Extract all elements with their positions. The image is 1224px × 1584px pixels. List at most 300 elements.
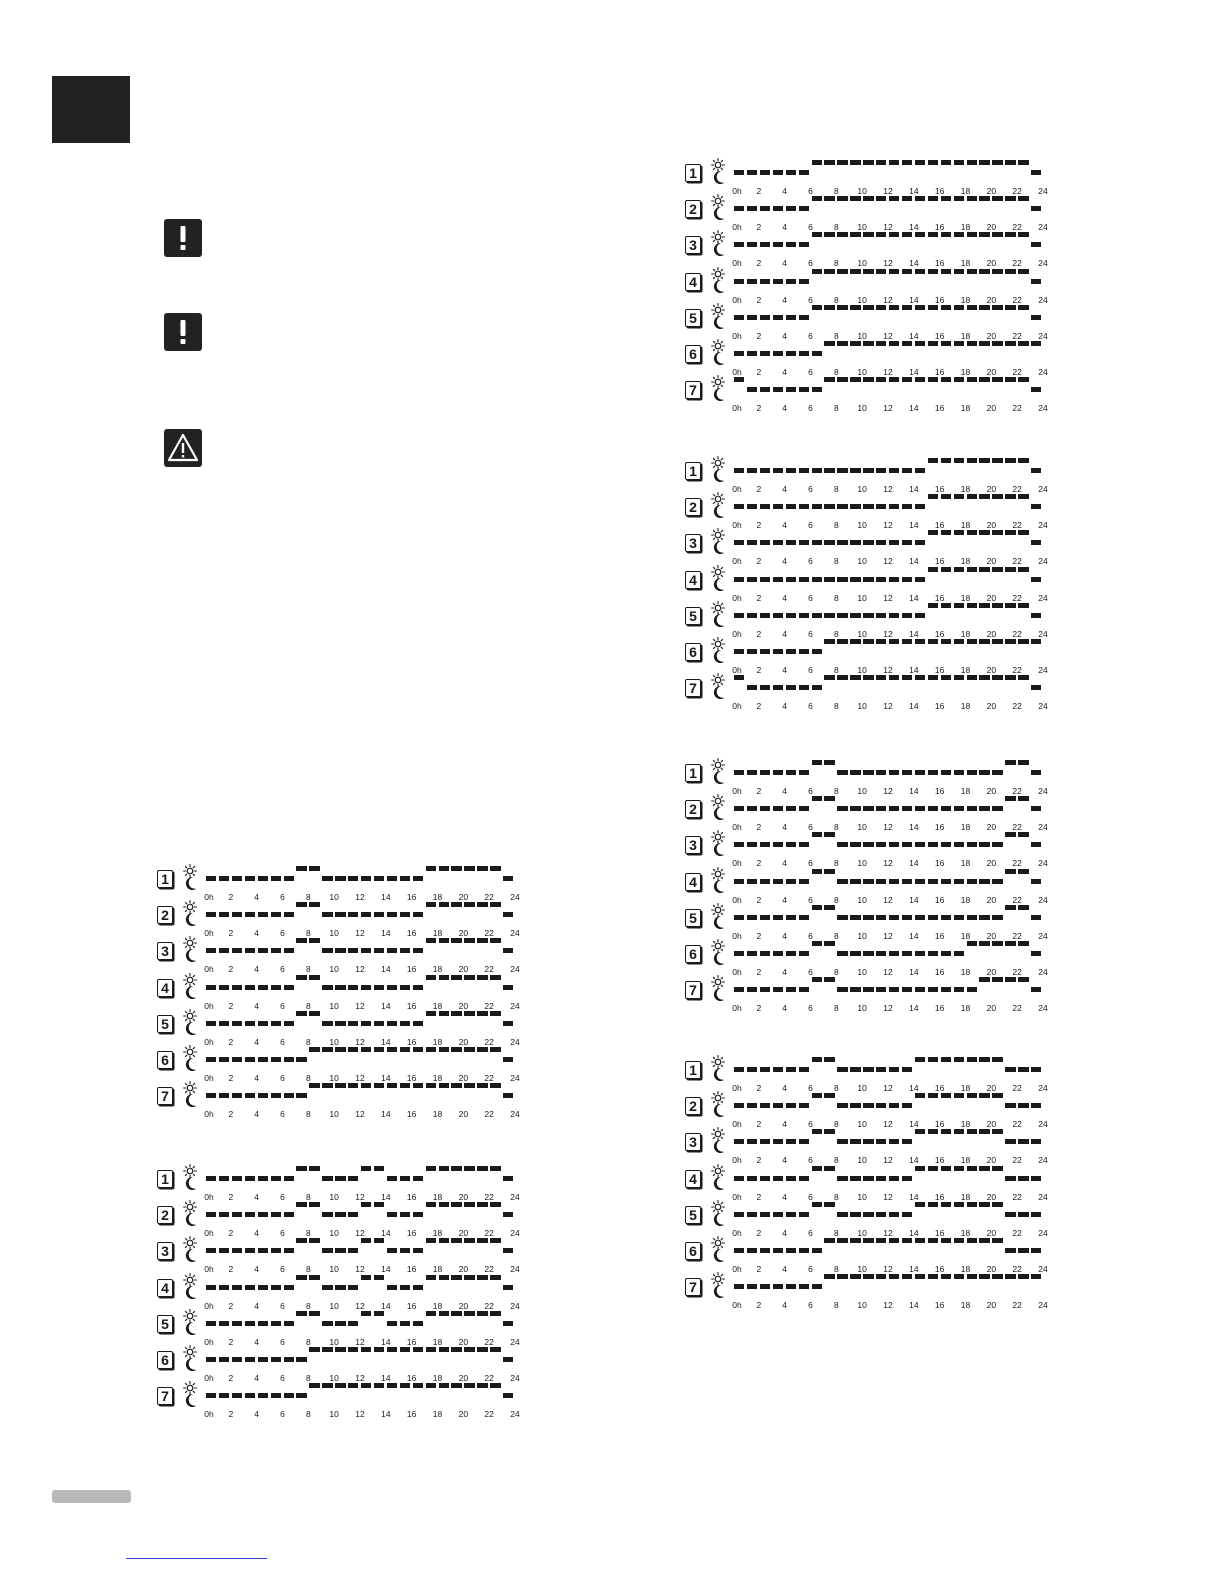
comfort-segment	[490, 1238, 500, 1243]
eco-segment	[400, 1212, 410, 1217]
moon-icon	[712, 1139, 725, 1154]
comfort-segment	[824, 639, 834, 644]
hour-label: 8	[305, 1072, 311, 1083]
hour-label: 8	[305, 1372, 311, 1383]
eco-segment	[889, 613, 899, 618]
hour-label: 24	[1038, 786, 1048, 796]
eco-segment	[206, 1321, 216, 1326]
eco-segment	[271, 1021, 281, 1026]
eco-segment	[799, 806, 809, 811]
hour-label: 2	[756, 664, 762, 675]
eco-segment	[271, 985, 281, 990]
footer-link-underline[interactable]	[126, 1558, 267, 1559]
eco-segment	[889, 577, 899, 582]
eco-segment	[206, 1393, 216, 1398]
hour-label: 20	[986, 520, 997, 531]
comfort-segment	[824, 341, 834, 346]
eco-segment	[400, 948, 410, 953]
hour-label: 4	[782, 484, 788, 494]
hour-label: 0h	[732, 484, 742, 494]
comfort-segment	[322, 1083, 332, 1088]
comfort-segment	[824, 1166, 834, 1171]
hour-label: 6	[808, 1191, 813, 1202]
eco-segment	[374, 1021, 384, 1026]
hour-label: 8	[833, 786, 839, 796]
hour-label: 4	[782, 1155, 788, 1166]
hour-label: 12	[355, 1036, 365, 1047]
hour-label: 2	[756, 186, 762, 196]
hour-label: 14	[381, 1000, 391, 1011]
hour-label: 14	[909, 894, 919, 905]
eco-segment	[503, 1212, 513, 1217]
hour-label: 8	[833, 222, 839, 233]
day-timeline	[204, 1238, 520, 1275]
hour-label: 2	[228, 1372, 234, 1383]
eco-segment	[954, 951, 964, 956]
hour-label: 24	[1038, 1263, 1048, 1274]
comfort-segment	[967, 341, 977, 346]
hour-label: 8	[305, 1409, 311, 1420]
comfort-segment	[967, 494, 977, 499]
eco-segment	[928, 842, 938, 847]
comfort-segment	[915, 1057, 925, 1062]
eco-segment	[799, 315, 809, 320]
hour-label: 22	[1012, 222, 1022, 233]
day-row	[685, 1202, 1055, 1238]
eco-segment	[503, 1248, 513, 1253]
hour-label: 2	[756, 484, 762, 494]
comfort-segment	[322, 1383, 332, 1388]
eco-segment	[902, 806, 912, 811]
hour-label: 24	[1038, 186, 1048, 196]
hour-label: 16	[934, 966, 945, 977]
comfort-segment	[296, 1275, 306, 1280]
comfort-segment	[490, 1047, 500, 1052]
day-timeline	[732, 494, 1048, 531]
eco-segment	[348, 912, 358, 917]
hour-label: 20	[458, 1336, 469, 1347]
comfort-segment	[954, 305, 964, 310]
comfort-segment	[490, 1011, 500, 1016]
comfort-segment	[812, 760, 822, 765]
comfort-segment	[490, 1083, 500, 1088]
comfort-segment	[824, 760, 834, 765]
hour-label: 18	[960, 1119, 971, 1130]
comfort-segment	[928, 530, 938, 535]
eco-segment	[1031, 770, 1041, 775]
eco-segment	[747, 387, 757, 392]
hour-label: 10	[329, 1264, 339, 1275]
day-row	[157, 1202, 527, 1238]
eco-segment	[902, 504, 912, 509]
hour-label: 24	[1038, 484, 1048, 494]
hour-label: 2	[756, 822, 762, 833]
eco-segment	[889, 915, 899, 920]
hour-label: 14	[909, 1227, 919, 1238]
hour-label: 18	[432, 1072, 443, 1083]
hour-label: 6	[808, 822, 813, 833]
comfort-segment	[1005, 567, 1015, 572]
eco-segment	[413, 985, 423, 990]
comfort-segment	[309, 902, 319, 907]
day-timeline	[732, 1202, 1048, 1238]
comfort-segment	[296, 1202, 306, 1207]
day-row	[685, 796, 1055, 832]
comfort-segment	[426, 1011, 436, 1016]
eco-segment	[747, 1103, 757, 1108]
comfort-segment	[992, 639, 1002, 644]
eco-segment	[786, 170, 796, 175]
eco-segment	[284, 1212, 294, 1217]
moon-icon	[184, 1321, 197, 1336]
eco-segment	[284, 876, 294, 881]
eco-segment	[837, 1067, 847, 1072]
eco-segment	[876, 879, 886, 884]
day-timeline	[732, 232, 1048, 269]
hour-label: 10	[857, 1119, 867, 1130]
eco-segment	[284, 912, 294, 917]
hour-label: 16	[406, 1336, 417, 1347]
hour-label: 2	[756, 930, 762, 941]
eco-segment	[747, 1212, 757, 1217]
hour-label: 22	[1012, 1263, 1022, 1274]
eco-segment	[206, 1093, 216, 1098]
eco-segment	[954, 987, 964, 992]
comfort-segment	[413, 1347, 423, 1352]
comfort-segment	[850, 1238, 860, 1243]
comfort-segment	[915, 1274, 925, 1279]
eco-segment	[734, 879, 744, 884]
comfort-segment	[954, 377, 964, 382]
eco-segment	[812, 577, 822, 582]
hour-label: 18	[432, 892, 443, 902]
comfort-segment	[374, 1166, 384, 1171]
hour-label: 18	[960, 966, 971, 977]
hour-label: 14	[381, 964, 391, 975]
hour-label: 4	[782, 1263, 788, 1274]
eco-segment	[760, 613, 770, 618]
eco-segment	[850, 577, 860, 582]
comfort-segment	[992, 269, 1002, 274]
hour-label: 10	[857, 822, 867, 833]
hour-label: 10	[857, 966, 867, 977]
hour-label: 0h	[732, 822, 742, 833]
hour-label: 16	[406, 964, 417, 975]
day-timeline	[204, 1166, 520, 1202]
hour-label: 10	[857, 186, 867, 196]
hour-label: 0h	[732, 1227, 742, 1238]
eco-segment	[747, 879, 757, 884]
comfort-segment	[426, 1166, 436, 1171]
eco-segment	[734, 842, 744, 847]
eco-segment	[747, 649, 757, 654]
eco-segment	[322, 1248, 332, 1253]
comfort-segment	[309, 866, 319, 871]
eco-segment	[799, 842, 809, 847]
hour-label: 10	[329, 928, 339, 939]
hour-label: 12	[355, 1072, 365, 1083]
hour-label: 8	[833, 186, 839, 196]
eco-segment	[760, 468, 770, 473]
comfort-segment	[477, 1347, 487, 1352]
hour-label: 2	[756, 1227, 762, 1238]
comfort-segment	[439, 975, 449, 980]
eco-segment	[219, 1176, 229, 1181]
day-row	[685, 530, 1055, 566]
comfort-segment	[979, 305, 989, 310]
eco-segment	[232, 985, 242, 990]
comfort-segment	[464, 1166, 474, 1171]
comfort-segment	[954, 639, 964, 644]
comfort-segment	[1018, 977, 1028, 982]
eco-segment	[850, 613, 860, 618]
comfort-segment	[954, 232, 964, 237]
eco-segment	[1031, 1176, 1041, 1181]
hour-label: 22	[1012, 258, 1022, 269]
hour-label: 0h	[732, 366, 742, 377]
eco-segment	[876, 577, 886, 582]
hour-label: 4	[782, 258, 788, 269]
eco-segment	[967, 915, 977, 920]
eco-segment	[954, 915, 964, 920]
hour-label: 8	[833, 1191, 839, 1202]
day-timeline	[732, 530, 1048, 567]
hour-label: 12	[355, 1409, 365, 1420]
eco-segment	[271, 912, 281, 917]
comfort-segment	[400, 1083, 410, 1088]
eco-segment	[503, 876, 513, 881]
hour-label: 8	[305, 892, 311, 902]
comfort-segment	[928, 1202, 938, 1207]
hour-label: 12	[883, 1155, 893, 1166]
hour-label: 8	[833, 1119, 839, 1130]
hour-label: 16	[934, 330, 945, 341]
hour-label: 8	[833, 1155, 839, 1166]
hour-label: 24	[1038, 1083, 1048, 1093]
hour-label: 20	[458, 892, 469, 902]
comfort-segment	[967, 603, 977, 608]
hour-label: 0h	[732, 1191, 742, 1202]
comfort-segment	[979, 1129, 989, 1134]
eco-segment	[296, 1057, 306, 1062]
eco-segment	[850, 770, 860, 775]
hour-label: 8	[833, 1003, 839, 1014]
day-row	[157, 902, 527, 938]
eco-segment	[876, 806, 886, 811]
hour-label: 4	[782, 1191, 788, 1202]
eco-segment	[734, 351, 744, 356]
hour-label: 18	[960, 1003, 971, 1014]
hour-label: 16	[406, 1264, 417, 1275]
eco-segment	[296, 1393, 306, 1398]
eco-segment	[773, 685, 783, 690]
hour-label: 20	[986, 294, 997, 305]
eco-segment	[1018, 1139, 1028, 1144]
eco-segment	[863, 1067, 873, 1072]
hour-label: 4	[254, 1036, 260, 1047]
eco-segment	[786, 315, 796, 320]
eco-segment	[773, 1139, 783, 1144]
eco-segment	[837, 468, 847, 473]
hour-label: 22	[484, 1372, 494, 1383]
hour-label: 24	[510, 964, 520, 975]
hour-label: 2	[756, 258, 762, 269]
hour-label: 6	[808, 894, 813, 905]
comfort-segment	[374, 1347, 384, 1352]
comfort-segment	[876, 269, 886, 274]
comfort-segment	[477, 1275, 487, 1280]
hour-label: 0h	[732, 592, 742, 603]
hour-label: 2	[228, 1409, 234, 1420]
hour-label: 2	[756, 786, 762, 796]
eco-segment	[786, 351, 796, 356]
hour-label: 14	[381, 1264, 391, 1275]
hour-label: 24	[1038, 822, 1048, 833]
hour-label: 0h	[732, 1300, 742, 1311]
comfort-segment	[902, 269, 912, 274]
hour-label: 12	[883, 366, 893, 377]
hour-label: 16	[934, 1155, 945, 1166]
hour-label: 10	[329, 1109, 339, 1120]
eco-segment	[387, 1321, 397, 1326]
day-row	[685, 232, 1055, 268]
comfort-segment	[824, 977, 834, 982]
hour-label: 4	[782, 1227, 788, 1238]
comfort-segment	[439, 1311, 449, 1316]
eco-segment	[284, 1321, 294, 1326]
hour-label: 12	[883, 628, 893, 639]
day-row	[685, 1129, 1055, 1165]
hour-label: 6	[280, 1036, 285, 1047]
eco-segment	[915, 806, 925, 811]
hour-label: 24	[1038, 520, 1048, 531]
day-row	[157, 975, 527, 1011]
eco-segment	[902, 468, 912, 473]
eco-segment	[967, 806, 977, 811]
comfort-segment	[413, 1083, 423, 1088]
day-number: 3	[157, 1242, 173, 1260]
comfort-segment	[876, 1238, 886, 1243]
eco-segment	[889, 842, 899, 847]
hour-label: 22	[1012, 822, 1022, 833]
hour-label: 12	[355, 1000, 365, 1011]
hour-label: 6	[280, 1264, 285, 1275]
eco-segment	[915, 951, 925, 956]
comfort-segment	[361, 1311, 371, 1316]
eco-segment	[863, 1212, 873, 1217]
comfort-segment	[335, 1383, 345, 1388]
hour-label: 10	[857, 858, 867, 869]
hour-label: 22	[1012, 556, 1022, 567]
hour-label: 4	[254, 1000, 260, 1011]
eco-segment	[915, 613, 925, 618]
day-row	[685, 603, 1055, 639]
eco-segment	[760, 242, 770, 247]
hour-label: 14	[909, 1263, 919, 1274]
eco-segment	[876, 468, 886, 473]
eco-segment	[773, 951, 783, 956]
eco-segment	[219, 1285, 229, 1290]
comfort-segment	[954, 1202, 964, 1207]
eco-segment	[1031, 613, 1041, 618]
day-timeline	[732, 1057, 1048, 1093]
eco-segment	[258, 1357, 268, 1362]
day-number: 1	[685, 462, 701, 480]
hour-label: 2	[756, 520, 762, 531]
day-number: 3	[685, 836, 701, 854]
eco-segment	[799, 279, 809, 284]
eco-segment	[786, 387, 796, 392]
eco-segment	[837, 987, 847, 992]
comfort-segment	[1005, 1274, 1015, 1279]
eco-segment	[799, 1067, 809, 1072]
hour-label: 6	[280, 1372, 285, 1383]
comfort-segment	[477, 1202, 487, 1207]
hour-label: 10	[857, 294, 867, 305]
hour-label: 8	[833, 930, 839, 941]
eco-segment	[245, 1248, 255, 1253]
eco-segment	[812, 540, 822, 545]
eco-segment	[863, 770, 873, 775]
hour-label: 0h	[732, 1155, 742, 1166]
day-row	[685, 494, 1055, 530]
eco-segment	[503, 1057, 513, 1062]
eco-segment	[1005, 1139, 1015, 1144]
hour-label: 16	[934, 786, 945, 796]
hour-label: 12	[883, 1003, 893, 1014]
hour-label: 22	[484, 892, 494, 902]
eco-segment	[773, 279, 783, 284]
comfort-segment	[876, 196, 886, 201]
hour-label: 18	[960, 1191, 971, 1202]
eco-segment	[979, 770, 989, 775]
day-number: 6	[157, 1051, 173, 1069]
hour-label: 18	[960, 1155, 971, 1166]
hour-label: 22	[1012, 294, 1022, 305]
hour-label: 4	[254, 928, 260, 939]
hour-label: 22	[1012, 484, 1022, 494]
eco-segment	[219, 912, 229, 917]
eco-segment	[747, 613, 757, 618]
comfort-segment	[876, 341, 886, 346]
eco-segment	[747, 951, 757, 956]
day-timeline	[732, 160, 1048, 196]
comfort-segment	[296, 1166, 306, 1171]
comfort-segment	[309, 1311, 319, 1316]
eco-segment	[734, 504, 744, 509]
eco-segment	[760, 1176, 770, 1181]
eco-segment	[245, 1021, 255, 1026]
comfort-segment	[941, 269, 951, 274]
comfort-segment	[915, 232, 925, 237]
hour-label: 12	[883, 894, 893, 905]
hour-label: 10	[857, 520, 867, 531]
hour-label: 12	[883, 1119, 893, 1130]
moon-icon	[184, 876, 197, 891]
hour-label: 22	[1012, 592, 1022, 603]
hour-label: 24	[1038, 592, 1048, 603]
eco-segment	[773, 613, 783, 618]
day-timeline	[204, 866, 520, 902]
eco-segment	[245, 1093, 255, 1098]
eco-segment	[760, 170, 770, 175]
comfort-segment	[361, 1347, 371, 1352]
comfort-segment	[824, 196, 834, 201]
day-timeline	[732, 341, 1048, 377]
hour-label: 2	[756, 1003, 762, 1014]
comfort-segment	[348, 1047, 358, 1052]
hour-label: 20	[986, 894, 997, 905]
